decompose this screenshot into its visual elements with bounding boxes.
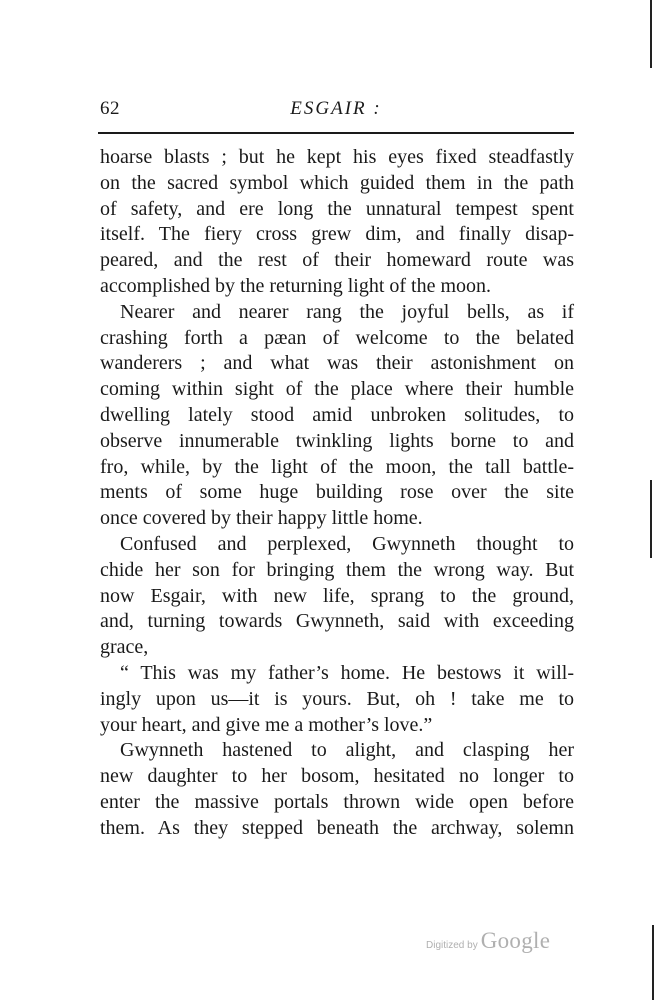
page-edge-mark: [652, 925, 654, 1000]
text-line: wanderers ; and what was their astonishment on: [100, 352, 574, 375]
text-line: Nearer and nearer rang the joyful bells, as if: [120, 300, 574, 323]
text-line: fro, while, by the light of the moon, the tall battle-: [100, 455, 574, 478]
page-header: [98, 96, 574, 126]
watermark-logo: Google: [480, 928, 551, 953]
text-line: Confused and perplexed, Gwynneth thought to: [120, 532, 574, 555]
text-line: chide her son for bringing them the wrong way. But: [100, 558, 574, 581]
text-line: of safety, and ere long the unnatural tempest spent: [100, 197, 574, 220]
text-line: Gwynneth hastened to alight, and clasping her: [120, 739, 574, 762]
text-line: peared, and the rest of their homeward route was: [100, 249, 574, 272]
digitization-watermark: [426, 928, 550, 952]
text-line: coming within sight of the place where their humble: [100, 378, 574, 401]
text-line: ments of some huge building rose over the site: [100, 481, 574, 504]
page-number: 62: [100, 98, 120, 119]
paragraph: [100, 145, 574, 300]
page-edge-mark: [650, 0, 652, 68]
paragraph: [100, 300, 574, 532]
text-line: hoarse blasts ; but he kept his eyes fixed steadfastly: [100, 146, 574, 168]
text-line: grace,: [100, 636, 149, 659]
page-edge-mark: [650, 480, 652, 558]
text-line: them. As they stepped beneath the archway, solemn: [100, 816, 574, 839]
paragraph: [100, 532, 574, 661]
text-line: dwelling lately stood amid unbroken solitudes, to: [100, 403, 574, 426]
text-line: and, turning towards Gwynneth, said with exceeding: [100, 610, 574, 633]
body-text: [100, 145, 574, 842]
text-line: crashing forth a pæan of welcome to the belated: [100, 326, 574, 349]
paragraph: [100, 738, 574, 841]
text-line: “ This was my father’s home. He bestows it will-: [120, 661, 574, 684]
text-line: enter the massive portals thrown wide open before: [100, 790, 574, 813]
running-head: ESGAIR :: [290, 98, 382, 119]
text-line: on the sacred symbol which guided them in the path: [100, 171, 574, 194]
text-line: now Esgair, with new life, sprang to the ground,: [100, 584, 574, 607]
text-line: ingly upon us—it is yours. But, oh ! take me to: [100, 687, 574, 710]
header-rule: [98, 132, 574, 134]
text-line: itself. The fiery cross grew dim, and finally disap-: [100, 223, 574, 246]
text-line: your heart, and give me a mother’s love.”: [100, 713, 433, 736]
watermark-prefix: Digitized by: [426, 940, 478, 951]
text-line: accomplished by the returning light of the moon.: [100, 274, 492, 297]
text-line: once covered by their happy little home.: [100, 507, 423, 530]
text-line: new daughter to her bosom, hesitated no longer to: [100, 765, 574, 788]
paragraph: [100, 661, 574, 738]
text-line: observe innumerable twinkling lights borne to and: [100, 429, 574, 452]
